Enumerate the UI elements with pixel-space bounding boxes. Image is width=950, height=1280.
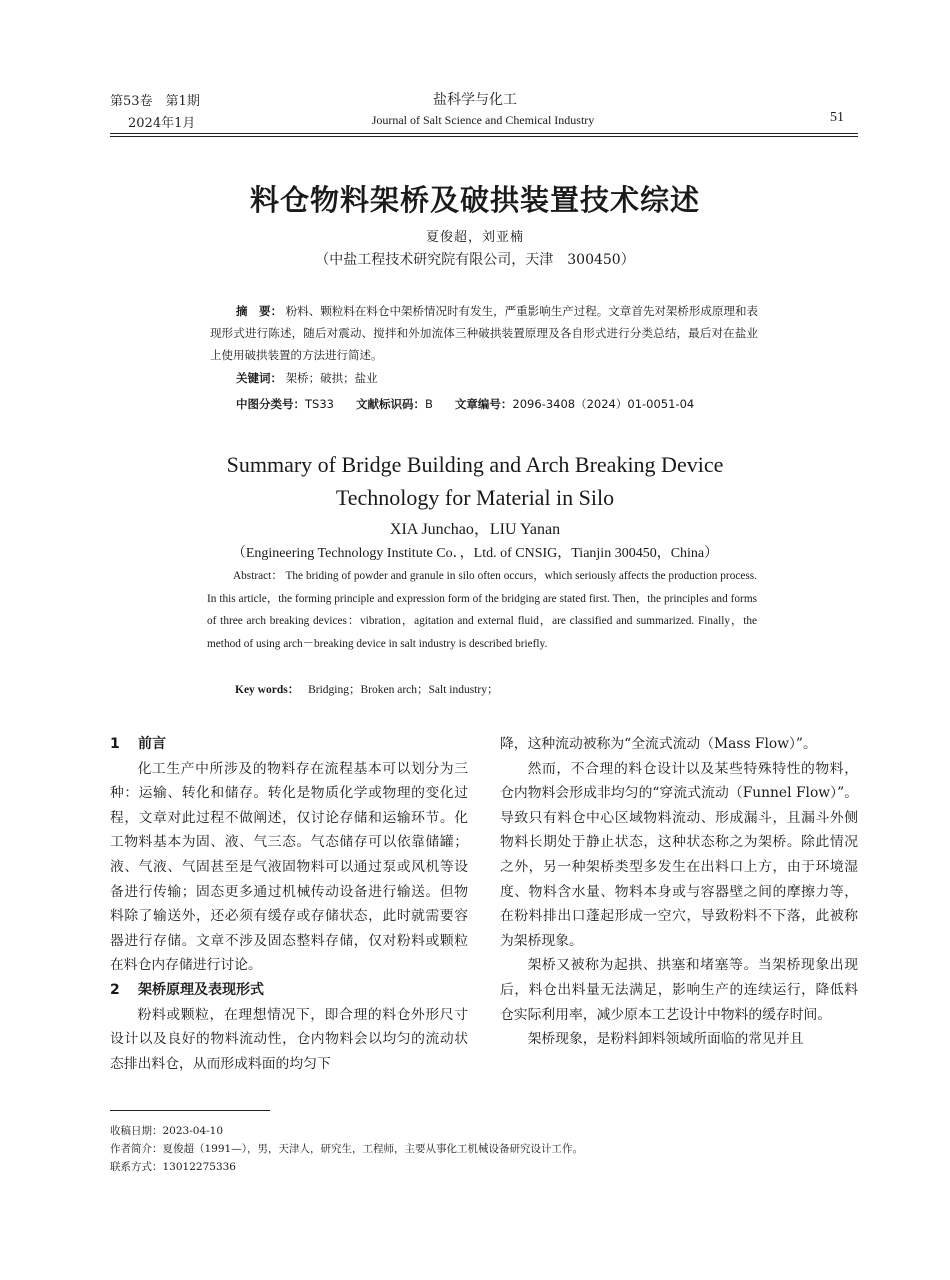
page-number: 51: [830, 110, 844, 125]
section-2-number: 2: [110, 981, 120, 998]
article-title-en-line1: Summary of Bridge Building and Arch Breaking Device: [226, 452, 724, 477]
header-rule: [110, 133, 858, 134]
authors-en: XIA Junchao，LIU Yanan: [389, 521, 561, 538]
arching-paragraph: 架桥又被称为起拱、拱塞和堵塞等。当架桥现象出现后，料仓出料量无法满足，影响生产的连续运行，降低料仓实际利用率，减少原本工艺设计中物料的缓存时间。: [500, 957, 858, 1023]
section-2-paragraph: 粉料或颗粒，在理想情况下，即合理的料仓外形尺寸设计以及良好的物料流动性，仓内物料会以均匀的流动状态排出料仓，从而形成料面的均匀下: [110, 1006, 468, 1072]
abstract-en: [207, 565, 757, 655]
article-no-value: 2096-3408（2024）01-0051-04: [512, 397, 695, 411]
footnote-author: 作者简介：夏俊超（1991—），男，天津人，研究生，工程师，主要从事化工机械设备研究设计工作。: [110, 1143, 583, 1155]
keywords-cn-label: 关键词：: [236, 371, 282, 385]
footnote-received: 收稿日期：2023-04-10: [110, 1125, 224, 1137]
issue-date: 2024年1月: [128, 116, 196, 131]
footnote-contact: 联系方式：13012275336: [110, 1161, 236, 1173]
clc-label: 中图分类号：: [236, 397, 305, 411]
volume-issue: 第53卷 第1期: [110, 94, 200, 109]
affiliation-en: （Engineering Technology Institute Co．，Ltd. of CNSIG，Tianjin 300450，China）: [231, 546, 719, 561]
body-right-column: [500, 732, 858, 1052]
clc-value: TS33: [305, 397, 334, 411]
section-1-title: 前言: [138, 736, 166, 752]
journal-name-en: Journal of Salt Science and Chemical Industry: [371, 113, 595, 127]
section-2-heading: [110, 978, 468, 1003]
keywords-en-text: Bridging；Broken arch；Salt industry；: [308, 684, 499, 696]
abstract-cn: [210, 300, 758, 366]
header-rule-2: [110, 136, 858, 137]
classification-line: [236, 396, 694, 412]
journal-name-cn: 盐科学与化工: [433, 92, 517, 108]
keywords-cn: [236, 370, 378, 386]
doc-code-label: 文献标识码：: [356, 397, 425, 411]
article-title-en-line2: Technology for Material in Silo: [335, 485, 615, 510]
body-left-column: [110, 732, 468, 1076]
section-1-paragraph: 化工生产中所涉及的物料存在流程基本可以划分为三种：运输、转化和储存。转化是物质化学或物理的变化过程，文章对此过程不做阐述，仅讨论存储和运输环节。化工物料基本为固、液、气三态。气态储存可以依靠储罐；液、气液、气固甚至是气液固物料可以通过泵或风机等设备进行传输；固态更多通过机械传动设备进行输送。但物料除了输送外，还必须有缓存或存储状态，此时就需要容器进行存储。文章不涉及固态整料存储，仅对粉料或颗粒在料仓内存储进行讨论。: [110, 760, 468, 974]
article-title-cn: 料仓物料架桥及破拱装置技术综述: [249, 183, 700, 217]
funnel-flow-paragraph: 然而，不合理的料仓设计以及某些特殊特性的物料，仓内物料会形成非均匀的“穿流式流动（Funnel Flow）”。导致只有料仓中心区域物料流动、形成漏斗，且漏斗外侧物料长期处于静止状态，这种状态称之为架桥。除此情况之外，另一种架桥类型多发生在出料口上方，由于环境湿度、物料含水量、物料本身或与容器壁之间的摩擦力等，在粉料排出口蓬起形成一空穴，导致粉料不下落，此被称为架桥现象。: [500, 760, 858, 949]
footnote-rule: [110, 1110, 270, 1111]
abstract-en-label: Abstract：: [233, 570, 283, 582]
keywords-cn-text: 架桥；破拱；盐业: [285, 371, 378, 385]
authors-cn: 夏俊超，刘亚楠: [425, 230, 524, 245]
keywords-en: [235, 681, 498, 697]
section-1-heading: [110, 732, 468, 757]
section-2-title: 架桥原理及表现形式: [138, 981, 264, 998]
abstract-cn-text: 粉料、颗粒料在料仓中架桥情况时有发生，严重影响生产过程。文章首先对架桥形成原理和表现形式进行陈述，随后对震动、搅拌和外加流体三种破拱装置原理及各自形式进行分类总结，最后对在盐业上使用破拱装置的方法进行简述。: [210, 304, 759, 362]
continued-paragraph: 降，这种流动被称为“全流式流动（Mass Flow）”。: [500, 736, 817, 752]
abstract-en-text: The briding of powder and granule in silo often occurs，which seriously affects the production process. In this article，the forming principle and expression form of the bridging are stated first. Then，the principles and forms of three arch breaking devices：vibration，agitation and external fluid，are classified and summarized. Finally，the method of using arch－breaking device in salt industry is described briefly.: [207, 570, 757, 650]
abstract-cn-label: 摘 要：: [236, 304, 283, 318]
section-1-number: 1: [110, 736, 120, 752]
bridging-phenomenon-paragraph: 架桥现象，是粉料卸料领域所面临的常见并且: [527, 1031, 804, 1048]
affiliation-cn: （中盐工程技术研究院有限公司，天津 300450）: [315, 252, 635, 268]
doc-code-value: B: [425, 397, 433, 411]
keywords-en-label: Key words：: [235, 684, 300, 696]
article-no-label: 文章编号：: [454, 397, 513, 411]
